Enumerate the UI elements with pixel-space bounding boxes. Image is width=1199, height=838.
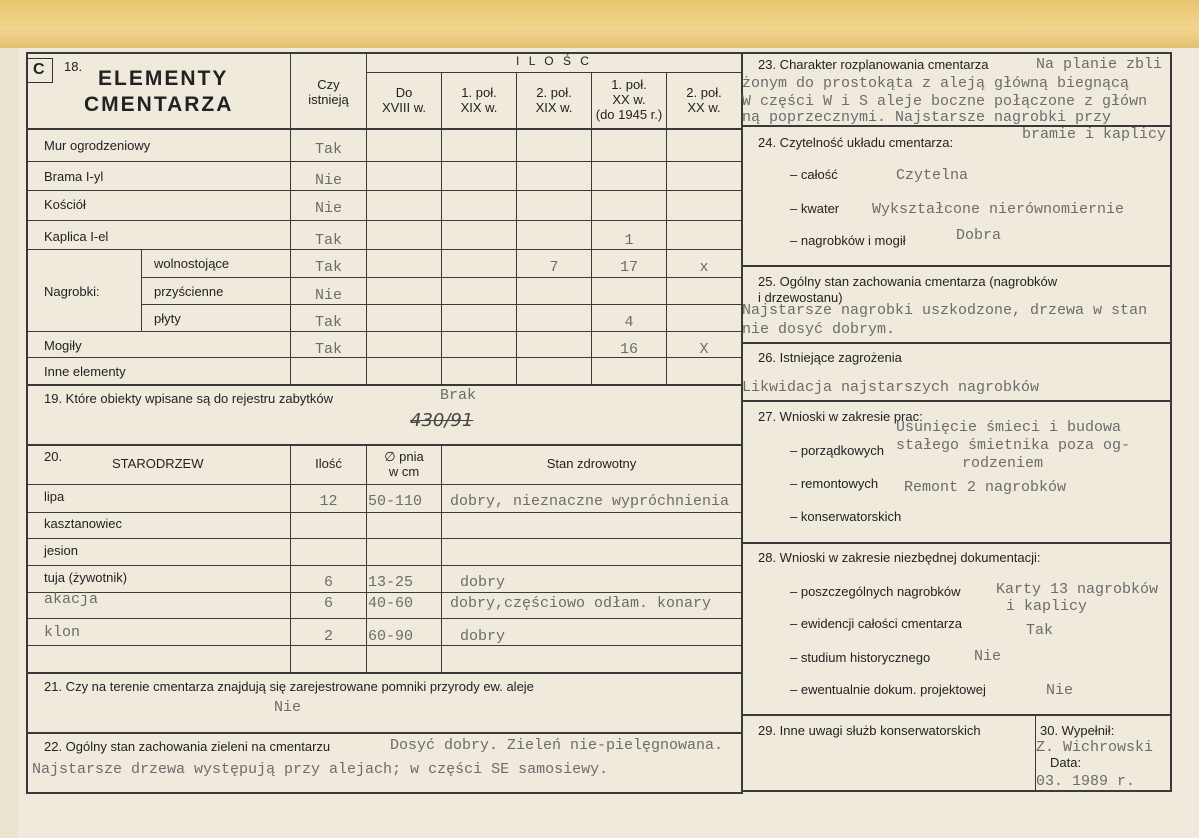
tree-row-qty: 6 xyxy=(323,574,333,591)
adhesive-tape-strip xyxy=(0,0,1199,48)
s27-repair-value: Remont 2 nagrobków xyxy=(904,479,1067,496)
element-row-label: Kościół xyxy=(44,197,86,212)
element-row-exists: Tak xyxy=(314,259,342,276)
s27-cleanup-label: – porządkowych xyxy=(790,443,884,458)
tree-row-diameter: 60-90 xyxy=(368,628,414,645)
col-xix1-header: 1. poł. XIX w. xyxy=(460,85,498,115)
s27-cleanup-line3: rodzeniem xyxy=(962,455,1044,472)
element-row-quantity: 7 xyxy=(549,259,559,276)
s20-col-health: Stan zdrowotny xyxy=(546,456,637,471)
s30-name: Z. Wichrowski xyxy=(1036,739,1154,756)
tree-row-diameter: 13-25 xyxy=(368,574,414,591)
s28-study-label: – studium historycznego xyxy=(790,650,931,665)
s23-line5: bramie i kaplicy xyxy=(1022,126,1167,143)
tree-row-name: jesion xyxy=(44,543,78,558)
s19-struck-number: 430/91 xyxy=(410,410,474,431)
col-xx2-header: 2. poł. XX w. xyxy=(686,85,722,115)
s28-label: 28. Wnioski w zakresie niezbędnej dokumentacji: xyxy=(758,550,1041,565)
s21-value: Nie xyxy=(274,699,302,716)
s23-line2: żonym do prostokąta z aleją główną biegnącą xyxy=(742,75,1130,92)
col-exists-header: Czy istnieją xyxy=(308,77,349,107)
col-quantity-header: I L O Ś C xyxy=(516,54,592,68)
tree-row-name: klon xyxy=(44,624,81,641)
tree-row-name: kasztanowiec xyxy=(44,516,123,531)
s25-label-line1: 25. Ogólny stan zachowania cmentarza (nagrobków xyxy=(758,274,1058,289)
col-xx1-header: 1. poł. XX w. (do 1945 r.) xyxy=(595,77,663,122)
s25-value-line2: nie dosyć dobrym. xyxy=(742,321,896,338)
s28-inventory-label: – ewidencji całości cmentarza xyxy=(790,616,962,631)
element-row-label: Inne elementy xyxy=(44,364,126,379)
s19-label: 19. Które obiekty wpisane są do rejestru zabytków xyxy=(44,391,334,406)
tree-row-qty: 6 xyxy=(323,595,333,612)
element-row-exists: Nie xyxy=(314,172,342,189)
s20-title: STARODRZEW xyxy=(112,456,204,471)
s28-project-value: Nie xyxy=(1046,682,1074,699)
nagrobki-group-label: Nagrobki: xyxy=(44,284,100,299)
tree-row-name: lipa xyxy=(44,489,65,504)
element-row-quantity: 17 xyxy=(619,259,638,276)
element-row-exists: Tak xyxy=(314,314,342,331)
s27-cleanup-line1: Usunięcie śmieci i budowa xyxy=(896,419,1122,436)
element-row-label: przyścienne xyxy=(154,284,224,299)
s26-label: 26. Istniejące zagrożenia xyxy=(758,350,902,365)
element-row-exists: Nie xyxy=(314,287,342,304)
s24-label: 24. Czytelność układu cmentarza: xyxy=(758,135,954,150)
tree-row-name: akacja xyxy=(44,591,99,608)
element-row-label: Mogiły xyxy=(44,338,82,353)
element-row-exists: Tak xyxy=(314,341,342,358)
s27-conservation-label: – konserwatorskich xyxy=(790,509,902,524)
col-xix2-header: 2. poł. XIX w. xyxy=(535,85,573,115)
tree-row-name: tuja (żywotnik) xyxy=(44,570,128,585)
tree-row-qty: 2 xyxy=(323,628,333,645)
s28-inventory-value: Tak xyxy=(1026,622,1054,639)
s25-label-line2: i drzewostanu) xyxy=(758,290,843,305)
element-row-label: Brama I-yl xyxy=(44,169,104,184)
s28-tombs-line2: i kaplicy xyxy=(1006,598,1088,615)
s23-line3: W części W i S aleje boczne połączone z główn xyxy=(742,93,1148,110)
s18-number: 18. xyxy=(64,59,83,74)
s30-date: 03. 1989 r. xyxy=(1036,773,1136,790)
tree-row-diameter: 50-110 xyxy=(368,493,423,510)
tree-row-health: dobry, nieznaczne wypróchnienia xyxy=(450,493,730,510)
s25-value-line1: Najstarsze nagrobki uszkodzone, drzewa w stan xyxy=(742,302,1148,319)
s24-item-quarters-label: – kwater xyxy=(790,201,840,216)
s21-label: 21. Czy na terenie cmentarza znajdują się zarejestrowane pomniki przyrody ew. aleje xyxy=(44,679,534,694)
s19-value: Brak xyxy=(440,387,477,404)
col-xviii-header: Do XVIII w. xyxy=(381,85,427,115)
tree-row-diameter: 40-60 xyxy=(368,595,414,612)
s23-line1: Na planie zbli xyxy=(1036,56,1163,73)
tree-row-health: dobry xyxy=(460,574,506,591)
s28-tombs-line1: Karty 13 nagrobków xyxy=(996,581,1159,598)
s22-value-line2: Najstarsze drzewa występują przy alejach; w części SE samosiewy. xyxy=(32,761,609,778)
s22-label: 22. Ogólny stan zachowania zieleni na cmentarzu xyxy=(44,739,331,754)
s20-col-qty: Ilość xyxy=(315,456,342,471)
s27-label: 27. Wnioski w zakresie prac: xyxy=(758,409,923,424)
element-row-label: wolnostojące xyxy=(154,256,230,271)
s28-tombs-label: – poszczególnych nagrobków xyxy=(790,584,961,599)
s18-title-line2: CMENTARZA xyxy=(84,93,234,116)
s28-study-value: Nie xyxy=(974,648,1002,665)
element-row-quantity: x xyxy=(699,259,709,276)
s20-col-diam: ∅ pnia w cm xyxy=(384,449,424,479)
element-row-quantity: 16 xyxy=(619,341,638,358)
s27-repair-label: – remontowych xyxy=(790,476,879,491)
s24-item-whole-label: – całość xyxy=(790,167,838,182)
tree-row-health: dobry xyxy=(460,628,506,645)
element-row-label: płyty xyxy=(154,311,181,326)
s30-date-label: Data: xyxy=(1050,755,1082,770)
element-row-exists: Tak xyxy=(314,141,342,158)
s24-item-quarters-value: Wykształcone nierównomiernie xyxy=(872,201,1125,218)
element-row-quantity: 4 xyxy=(624,314,634,331)
element-row-exists: Tak xyxy=(314,232,342,249)
s27-cleanup-line2: stałego śmietnika poza og- xyxy=(896,437,1131,454)
s20-number: 20. xyxy=(44,449,63,464)
element-row-quantity: X xyxy=(699,341,709,358)
s24-item-whole-value: Czytelna xyxy=(896,167,969,184)
form-letter: C xyxy=(33,61,45,78)
s23-label: 23. Charakter rozplanowania cmentarza xyxy=(758,57,989,72)
s24-item-graves-label: – nagrobków i mogił xyxy=(790,233,906,248)
tree-row-qty: 12 xyxy=(319,493,338,510)
s26-value: Likwidacja najstarszych nagrobków xyxy=(742,379,1040,396)
s30-label: 30. Wypełnił: xyxy=(1040,723,1115,738)
s22-value-line1: Dosyć dobry. Zieleń nie-pielęgnowana. xyxy=(390,737,724,754)
s18-title-line1: ELEMENTY xyxy=(98,67,229,90)
s24-item-graves-value: Dobra xyxy=(956,227,1002,244)
element-row-label: Kaplica I-el xyxy=(44,229,109,244)
tree-row-health: dobry,częściowo odłam. konary xyxy=(450,595,712,612)
s28-project-label: – ewentualnie dokum. projektowej xyxy=(790,682,986,697)
s29-label: 29. Inne uwagi służb konserwatorskich xyxy=(758,723,981,738)
s23-line4: ną poprzecznymi. Najstarsze nagrobki przy xyxy=(742,109,1112,126)
element-row-exists: Nie xyxy=(314,200,342,217)
element-row-label: Mur ogrodzeniowy xyxy=(44,138,151,153)
element-row-quantity: 1 xyxy=(624,232,634,249)
